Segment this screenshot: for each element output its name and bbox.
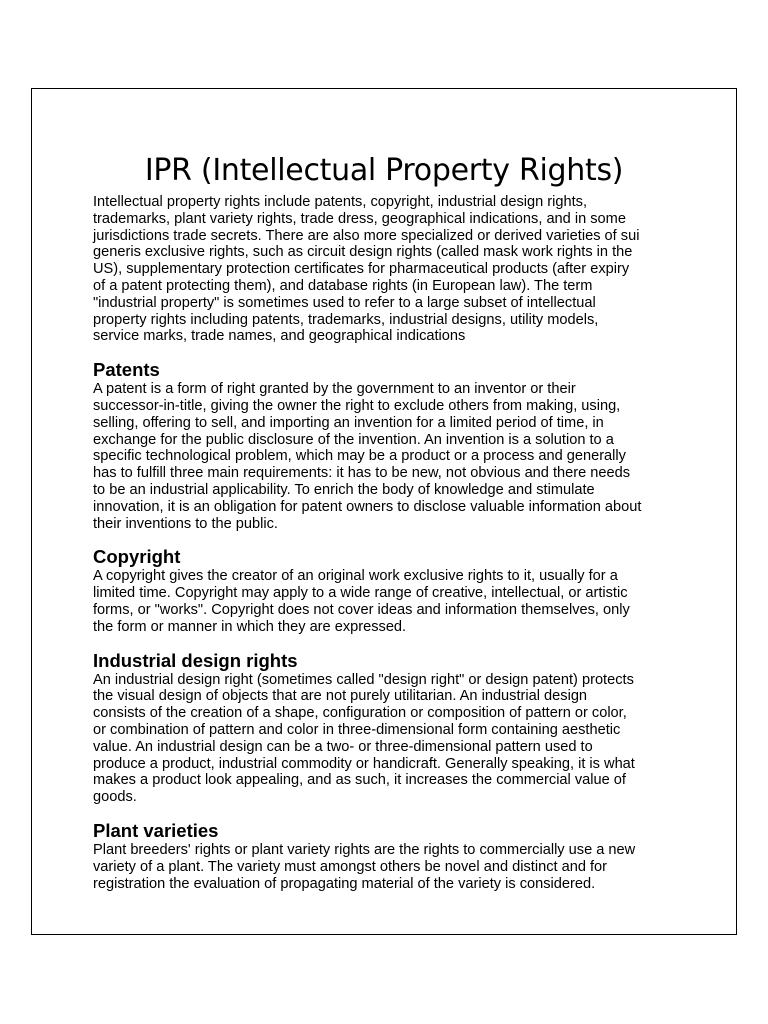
- document-page: [31, 88, 737, 935]
- section-heading-patents: Patents: [93, 359, 160, 381]
- document-body: [93, 194, 683, 892]
- document-title: IPR (Intellectual Property Rights): [144, 153, 624, 188]
- section-heading-copyright: Copyright: [93, 546, 181, 568]
- section-body-industrial-design-rights: An industrial design right (sometimes called "design right" or design patent) protects the visual design of objects that are not purely utilitarian. An industrial design consists of the creation of a shape, configuration or composition of pattern or color, or combination of pattern and color in three-dimensional form containing aesthetic value. An industrial design can be a two- or three-dimensional pattern used to produce a product, industrial commodity or handicraft. Generally speaking, it is what makes a product look appealing, and as such, it increases the commercial value of goods.: [93, 671, 635, 806]
- section-patents: [93, 359, 683, 532]
- intro-paragraph: Intellectual property rights include patents, copyright, industrial design rights, trademarks, plant variety rights, trade dress, geographical indications, and in some jurisdictions trade secrets. There are also more specialized or derived varieties of sui generis exclusive rights, such as circuit design rights (called mask work rights in the US), supplementary protection certificates for pharmaceutical products (after expiry of a patent protecting them), and database rights (in European law). The term "industrial property" is sometimes used to refer to a large subset of intellectual property rights including patents, trademarks, industrial designs, utility models, service marks, trade names, and geographical indications: [93, 194, 640, 345]
- section-heading-plant-varieties: Plant varieties: [93, 819, 219, 841]
- section-copyright: [93, 546, 683, 635]
- section-industrial-design-rights: [93, 650, 683, 806]
- section-body-plant-varieties: Plant breeders' rights or plant variety rights are the rights to commercially use a new variety of a plant. The variety must amongst others be novel and distinct and for registration the evaluation of propagating material of the variety is considered.: [93, 841, 636, 892]
- section-plant-varieties: [93, 820, 683, 892]
- section-heading-industrial-design-rights: Industrial design rights: [93, 649, 298, 671]
- section-body-patents: A patent is a form of right granted by the government to an inventor or their successor-in-title, giving the owner the right to exclude others from making, using, selling, offering to sell, and importing an invention for a limited period of time, in exchange for the public disclosure of the invention. An invention is a solution to a specific technological problem, which may be a product or a process and generally has to fulfill three main requirements: it has to be new, not obvious and there needs to be an industrial applicability. To enrich the body of knowledge and stimulate innovation, it is an obligation for patent owners to disclose valuable information about their inventions to the public.: [93, 381, 642, 532]
- section-body-copyright: A copyright gives the creator of an original work exclusive rights to it, usually for a limited time. Copyright may apply to a wide range of creative, intellectual, or artistic forms, or "works". Copyright does not cover ideas and information themselves, only the form or manner in which they are expressed.: [93, 568, 630, 635]
